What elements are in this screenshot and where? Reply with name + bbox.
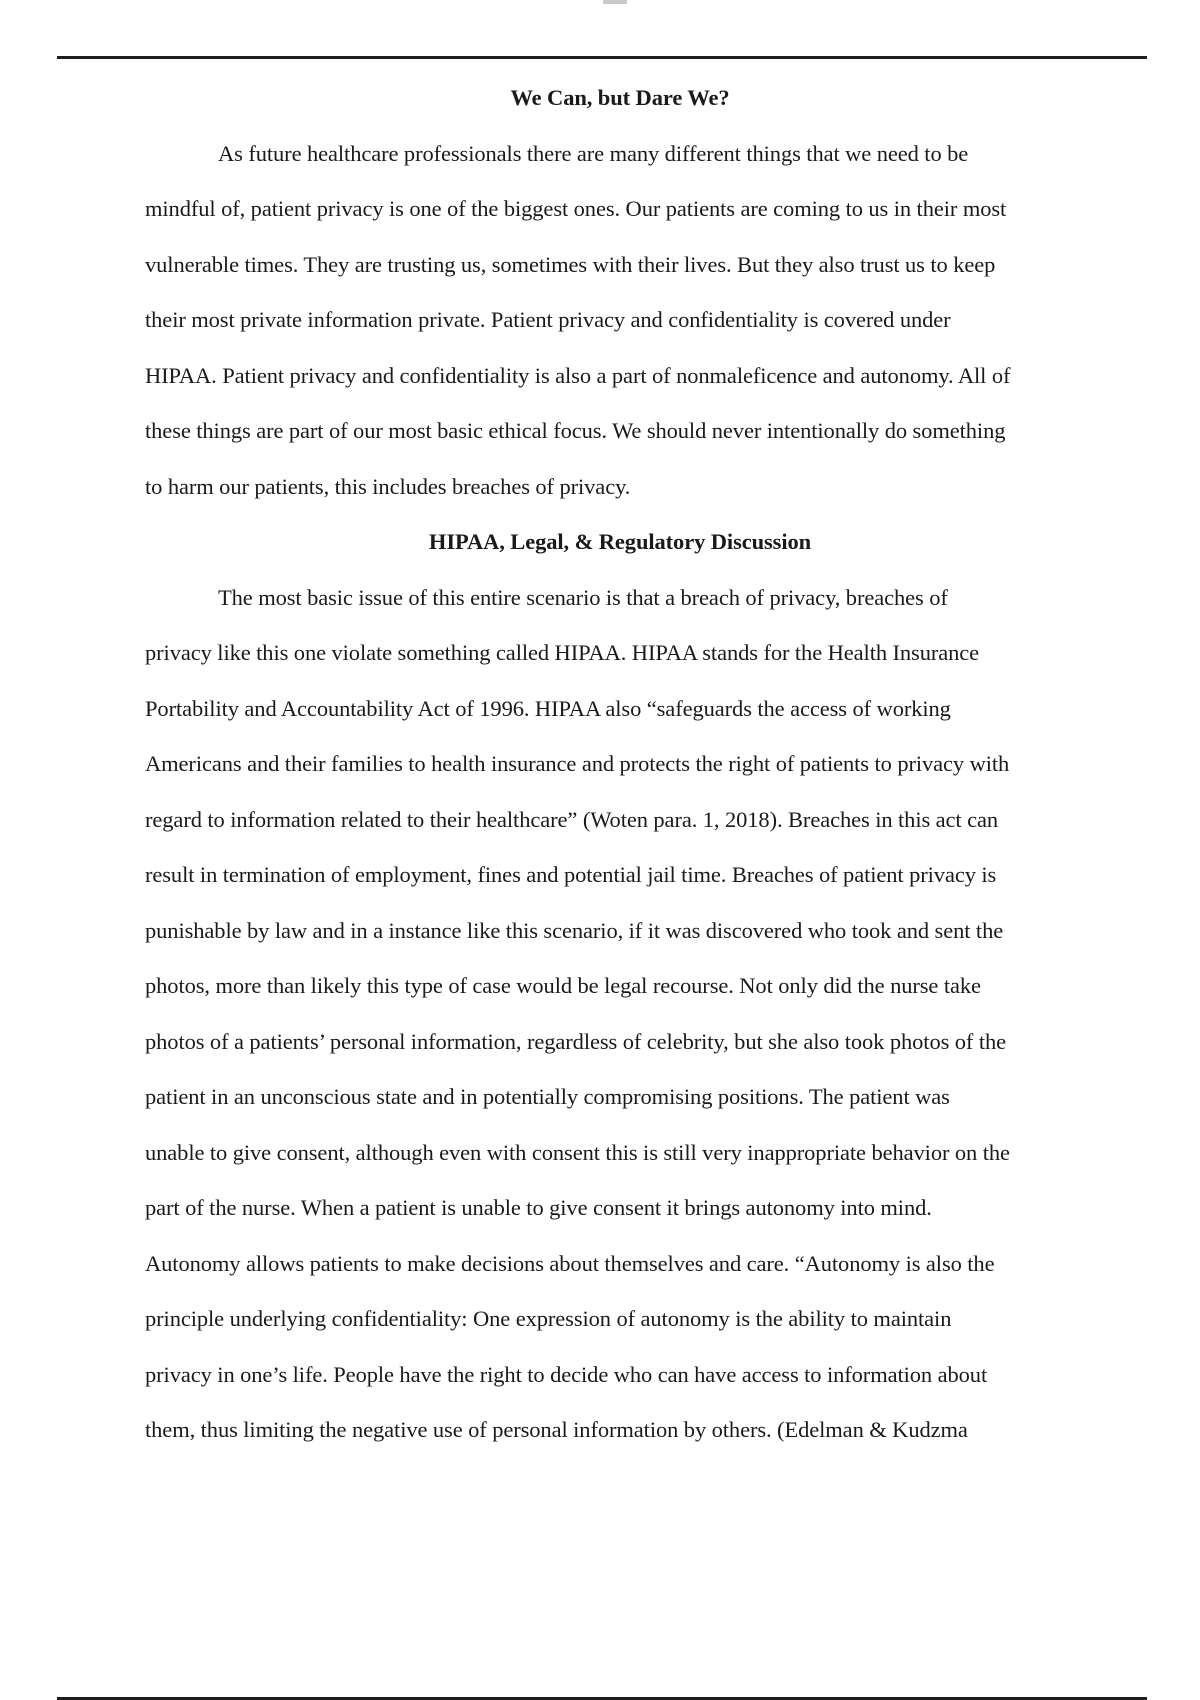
document-title: We Can, but Dare We? xyxy=(510,85,730,110)
paragraph-line: mindful of, patient privacy is one of the biggest ones. Our patients are coming to us in their most xyxy=(145,196,1007,221)
paragraph-line: patient in an unconscious state and in potentially compromising positions. The patient was xyxy=(145,1084,950,1109)
paragraph-line: their most private information private. Patient privacy and confidentiality is covered under xyxy=(145,307,951,332)
paragraph-line: result in termination of employment, fines and potential jail time. Breaches of patient privacy is xyxy=(145,862,997,887)
intro-paragraph xyxy=(145,126,1095,515)
page-top-marker xyxy=(603,0,627,4)
paragraph-line: privacy like this one violate something called HIPAA. HIPAA stands for the Health Insurance xyxy=(145,640,980,665)
paragraph-line: HIPAA. Patient privacy and confidentiality is also a part of nonmaleficence and autonomy. All of xyxy=(145,362,1011,388)
paragraph-line: these things are part of our most basic ethical focus. We should never intentionally do something xyxy=(145,418,1006,443)
paragraph-line: The most basic issue of this entire scenario is that a breach of privacy, breaches of xyxy=(218,584,948,610)
paragraph-line: Autonomy allows patients to make decisions about themselves and care. “Autonomy is also the xyxy=(145,1250,995,1276)
paragraph-line: Portability and Accountability Act of 1996. HIPAA also “safeguards the access of working xyxy=(145,695,951,721)
paragraph-line: unable to give consent, although even with consent this is still very inappropriate behavior on the xyxy=(145,1139,1010,1165)
section-paragraph xyxy=(145,570,1095,1458)
page-top-rule xyxy=(57,56,1147,59)
paragraph-line: principle underlying confidentiality: One expression of autonomy is the ability to maintain xyxy=(145,1306,952,1331)
section-heading: HIPAA, Legal, & Regulatory Discussion xyxy=(428,529,812,554)
paragraph-line: privacy in one’s life. People have the right to decide who can have access to information about xyxy=(145,1361,988,1387)
paragraph-line: vulnerable times. They are trusting us, sometimes with their lives. But they also trust us to keep xyxy=(145,251,996,277)
paragraph-line: regard to information related to their healthcare” (Woten para. 1, 2018). Breaches in this act can xyxy=(145,806,999,832)
document-page xyxy=(145,70,1095,1458)
paragraph-line: punishable by law and in a instance like this scenario, if it was discovered who took and sent the xyxy=(145,917,1004,943)
paragraph-line: part of the nurse. When a patient is unable to give consent it brings autonomy into mind. xyxy=(145,1195,932,1220)
paragraph-line: to harm our patients, this includes breaches of privacy. xyxy=(145,473,631,499)
paragraph-line: As future healthcare professionals there are many different things that we need to be xyxy=(218,140,969,166)
paragraph-line: photos, more than likely this type of case would be legal recourse. Not only did the nurse take xyxy=(145,973,981,998)
paragraph-line: Americans and their families to health insurance and protects the right of patients to privacy with xyxy=(145,751,1010,776)
paragraph-line: them, thus limiting the negative use of personal information by others. (Edelman & Kudzma xyxy=(145,1417,968,1442)
paragraph-line: photos of a patients’ personal information, regardless of celebrity, but she also took photos of the xyxy=(145,1028,1007,1054)
